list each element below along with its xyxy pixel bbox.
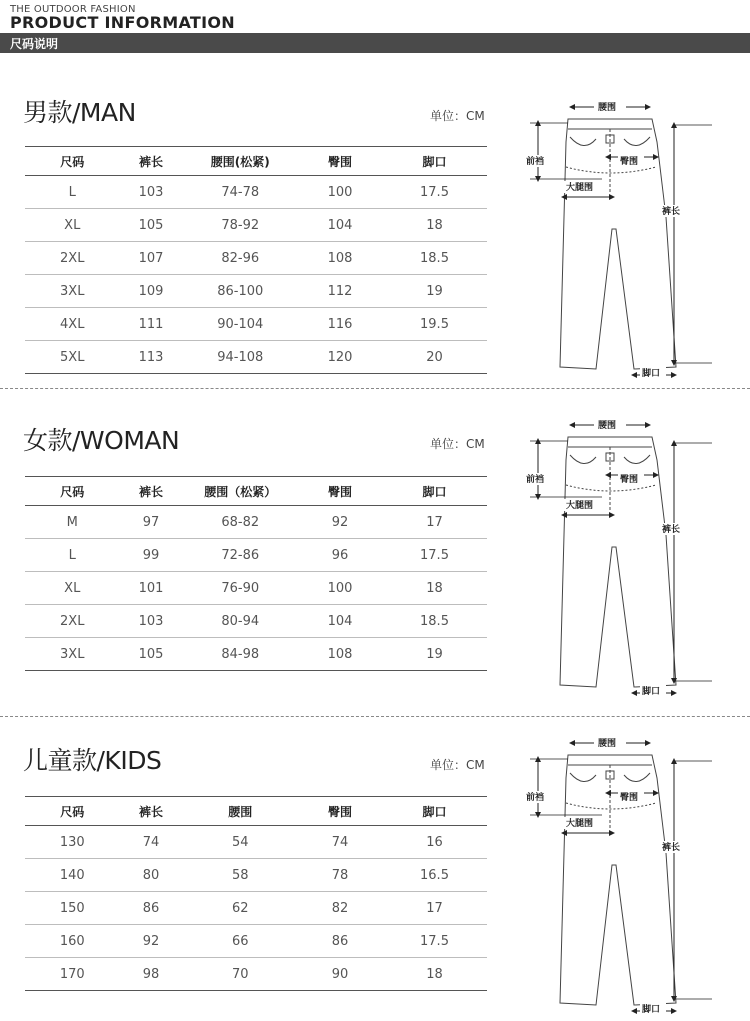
table-row	[25, 605, 487, 638]
table-row	[25, 892, 487, 925]
thigh-label: 大腿围	[566, 819, 594, 829]
table-row	[25, 572, 487, 605]
column-header: 臀围	[298, 797, 382, 826]
table-cell: 17.5	[382, 925, 487, 958]
table-cell: XL	[25, 572, 120, 605]
column-header: 脚口	[382, 477, 487, 506]
waist-label: 腰围	[598, 739, 617, 749]
table-cell: 62	[183, 892, 299, 925]
table-cell: 5XL	[25, 341, 120, 374]
table-row	[25, 341, 487, 374]
table-header-row	[25, 477, 487, 506]
front-rise-label: 前裆	[526, 475, 545, 485]
column-header: 裤长	[120, 797, 183, 826]
section-divider	[0, 716, 750, 717]
hip-label: 臀围	[620, 157, 639, 167]
table-cell: 100	[298, 572, 382, 605]
table-cell: 86-100	[183, 275, 299, 308]
table-cell: 74-78	[183, 176, 299, 209]
table-cell: 18	[382, 209, 487, 242]
column-header: 脚口	[382, 147, 487, 176]
column-header: 腰围（松紧）	[183, 477, 299, 506]
table-cell: 68-82	[183, 506, 299, 539]
unit-label: 单位：CM	[430, 758, 485, 772]
unit-label: 单位：CM	[430, 109, 485, 123]
table-cell: 3XL	[25, 638, 120, 671]
column-header: 臀围	[298, 477, 382, 506]
table-cell: 82	[298, 892, 382, 925]
table-cell: 4XL	[25, 308, 120, 341]
table-cell: 104	[298, 209, 382, 242]
pants-diagram-svg	[520, 415, 730, 695]
pants-diagram-svg	[520, 733, 730, 1013]
table-cell: 17	[382, 892, 487, 925]
page-title: PRODUCT INFORMATION	[10, 13, 235, 32]
table-cell: 72-86	[183, 539, 299, 572]
table-cell: 18.5	[382, 605, 487, 638]
table-cell: 101	[120, 572, 183, 605]
table-cell: 58	[183, 859, 299, 892]
hip-label: 臀围	[620, 793, 639, 803]
table-cell: 105	[120, 209, 183, 242]
front-rise-label: 前裆	[526, 157, 545, 167]
column-header: 尺码	[25, 797, 120, 826]
table-cell: 99	[120, 539, 183, 572]
thigh-label: 大腿围	[566, 501, 594, 511]
table-cell: 2XL	[25, 605, 120, 638]
table-cell: 80	[120, 859, 183, 892]
table-cell: 108	[298, 242, 382, 275]
table-cell: 78	[298, 859, 382, 892]
section-title: 儿童款/KIDS	[23, 746, 162, 775]
table-row	[25, 242, 487, 275]
table-cell: 90	[298, 958, 382, 991]
table-cell: 84-98	[183, 638, 299, 671]
table-cell: 113	[120, 341, 183, 374]
table-cell: 109	[120, 275, 183, 308]
brand-subtitle: THE OUTDOOR FASHION	[10, 4, 136, 15]
table-row	[25, 506, 487, 539]
table-cell: 19	[382, 275, 487, 308]
table-row	[25, 308, 487, 341]
pants-measurement-diagram	[520, 415, 730, 695]
waist-label: 腰围	[598, 103, 617, 113]
size-table-woman	[25, 476, 487, 671]
table-cell: 20	[382, 341, 487, 374]
table-row	[25, 539, 487, 572]
hem-label: 脚口	[642, 687, 661, 697]
table-cell: XL	[25, 209, 120, 242]
table-cell: 78-92	[183, 209, 299, 242]
table-cell: 104	[298, 605, 382, 638]
table-cell: 3XL	[25, 275, 120, 308]
table-cell: 17	[382, 506, 487, 539]
table-cell: 100	[298, 176, 382, 209]
pants-diagram-svg	[520, 97, 730, 377]
section-title: 女款/WOMAN	[23, 426, 180, 455]
table-cell: 103	[120, 176, 183, 209]
table-cell: 17.5	[382, 176, 487, 209]
table-cell: 98	[120, 958, 183, 991]
table-cell: 19	[382, 638, 487, 671]
table-cell: 92	[120, 925, 183, 958]
waist-label: 腰围	[598, 421, 617, 431]
section-divider	[0, 388, 750, 389]
table-cell: 19.5	[382, 308, 487, 341]
table-cell: 74	[120, 826, 183, 859]
table-cell: 54	[183, 826, 299, 859]
table-cell: 90-104	[183, 308, 299, 341]
table-row	[25, 275, 487, 308]
table-row	[25, 958, 487, 991]
length-label: 裤长	[662, 843, 681, 853]
table-cell: 120	[298, 341, 382, 374]
column-header: 尺码	[25, 147, 120, 176]
column-header: 腰围	[183, 797, 299, 826]
column-header: 裤长	[120, 477, 183, 506]
column-header: 腰围(松紧)	[183, 147, 299, 176]
table-cell: 116	[298, 308, 382, 341]
table-cell: 76-90	[183, 572, 299, 605]
table-cell: 111	[120, 308, 183, 341]
size-table-man	[25, 146, 487, 374]
length-label: 裤长	[662, 207, 681, 217]
table-header-row	[25, 147, 487, 176]
table-cell: 18.5	[382, 242, 487, 275]
table-row	[25, 638, 487, 671]
column-header: 臀围	[298, 147, 382, 176]
table-cell: 170	[25, 958, 120, 991]
table-cell: 86	[120, 892, 183, 925]
thigh-label: 大腿围	[566, 183, 594, 193]
table-cell: 160	[25, 925, 120, 958]
front-rise-label: 前裆	[526, 793, 545, 803]
table-row	[25, 826, 487, 859]
column-header: 脚口	[382, 797, 487, 826]
table-cell: 17.5	[382, 539, 487, 572]
table-cell: 70	[183, 958, 299, 991]
table-cell: 86	[298, 925, 382, 958]
table-cell: 107	[120, 242, 183, 275]
table-cell: 18	[382, 572, 487, 605]
length-label: 裤长	[662, 525, 681, 535]
header-bar	[0, 33, 750, 53]
table-cell: 103	[120, 605, 183, 638]
pants-measurement-diagram	[520, 733, 730, 1013]
table-cell: M	[25, 506, 120, 539]
table-cell: 140	[25, 859, 120, 892]
table-cell: 80-94	[183, 605, 299, 638]
table-cell: 96	[298, 539, 382, 572]
section-title: 男款/MAN	[23, 98, 136, 127]
table-cell: L	[25, 176, 120, 209]
table-cell: 92	[298, 506, 382, 539]
unit-label: 单位：CM	[430, 437, 485, 451]
table-cell: 18	[382, 958, 487, 991]
table-cell: 16.5	[382, 859, 487, 892]
size-guide-label: 尺码说明	[10, 37, 59, 51]
table-header-row	[25, 797, 487, 826]
table-row	[25, 209, 487, 242]
column-header: 尺码	[25, 477, 120, 506]
hip-label: 臀围	[620, 475, 639, 485]
hem-label: 脚口	[642, 369, 661, 379]
table-cell: 105	[120, 638, 183, 671]
table-cell: 112	[298, 275, 382, 308]
table-cell: 94-108	[183, 341, 299, 374]
table-row	[25, 925, 487, 958]
table-cell: 74	[298, 826, 382, 859]
table-cell: 2XL	[25, 242, 120, 275]
table-row	[25, 176, 487, 209]
table-cell: 82-96	[183, 242, 299, 275]
table-cell: 16	[382, 826, 487, 859]
size-table-kids	[25, 796, 487, 991]
table-cell: 130	[25, 826, 120, 859]
table-cell: 150	[25, 892, 120, 925]
hem-label: 脚口	[642, 1005, 661, 1015]
table-row	[25, 859, 487, 892]
table-cell: L	[25, 539, 120, 572]
table-cell: 66	[183, 925, 299, 958]
column-header: 裤长	[120, 147, 183, 176]
pants-measurement-diagram	[520, 97, 730, 377]
table-cell: 97	[120, 506, 183, 539]
table-cell: 108	[298, 638, 382, 671]
